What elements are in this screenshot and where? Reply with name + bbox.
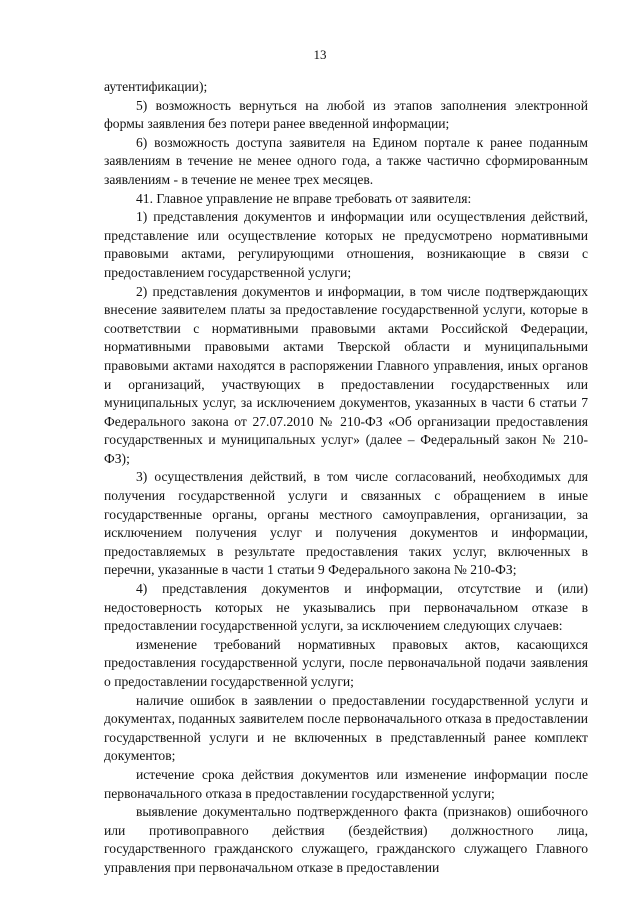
paragraph-case-misconduct: выявление документально подтвержденного факта (признаков) ошибочного или противоправного действия (бездействия) должностного лица, государственного гражданского служащего, гражданского служащего Главного управления при первоначальном отказе в предоставлении	[104, 804, 588, 875]
paragraph-subitem-2: 2) представления документов и информации, в том числе подтверждающих внесение заявителем платы за предоставление государственной услуги, которые в соответствии с нормативными правовыми актами Российской Федерации, нормативными правовыми актами Тверской области и муниципальными правовыми актами находятся в распоряжении Главного управления, иных органов и организаций, участвующих в предоставлении государственных или муниципальных услуг, за исключением документов, указанных в части 6 статьи 7 Федерального закона от 27.07.2010 № 210-ФЗ «Об организации предоставления государственных и муниципальных услуг» (далее – Федеральный закон № 210-ФЗ);	[104, 283, 588, 466]
paragraph-item-5: 5) возможность вернуться на любой из этапов заполнения электронной формы заявления без потери ранее введенной информации;	[104, 97, 588, 132]
paragraph-clause-41: 41. Главное управление не вправе требовать от заявителя:	[136, 190, 472, 206]
paragraph-item-6: 6) возможность доступа заявителя на Едином портале к ранее поданным заявлениям в течение не менее одного года, а также частично сформированным заявлениям - в течение не менее трех месяцев.	[104, 134, 588, 187]
document-body	[104, 78, 588, 878]
paragraph-subitem-4: 4) представления документов и информации, отсутствие и (или) недостоверность которых не указывались при первоначальном отказе в предоставлении государственной услуги, за исключением следующих случаев:	[104, 581, 588, 634]
paragraph-subitem-3: 3) осуществления действий, в том числе согласований, необходимых для получения государственной услуги и связанных с обращением в иные государственные органы, органы местного самоуправления, организации, за исключением получения услуг и получения документов и информации, предоставляемых в результате предоставления таких услуг, включенных в перечни, указанные в части 1 статьи 9 Федерального закона № 210-ФЗ;	[104, 469, 588, 578]
paragraph-case-expiry: истечение срока действия документов или изменение информации после первоначального отказа в предоставлении государственной услуги;	[104, 766, 588, 801]
page-number: 13	[313, 47, 327, 62]
paragraph-case-errors: наличие ошибок в заявлении о предоставлении государственной услуги и документах, поданных заявителем после первоначального отказа в предоставлении государственной услуги и не включенных в представленный ранее комплект документов;	[104, 692, 588, 764]
paragraph-continuation: аутентификации);	[104, 79, 208, 94]
paragraph-case-requirements-change: изменение требований нормативных правовых актов, касающихся предоставления государственной услуги, после первоначальной подачи заявления о предоставлении государственной услуги;	[104, 636, 588, 689]
paragraph-subitem-1: 1) представления документов и информации или осуществления действий, представление или осуществление которых не предусмотрено нормативными правовыми актами, регулирующими отношения, возникающие в связи с предоставлением государственной услуги;	[104, 209, 588, 280]
